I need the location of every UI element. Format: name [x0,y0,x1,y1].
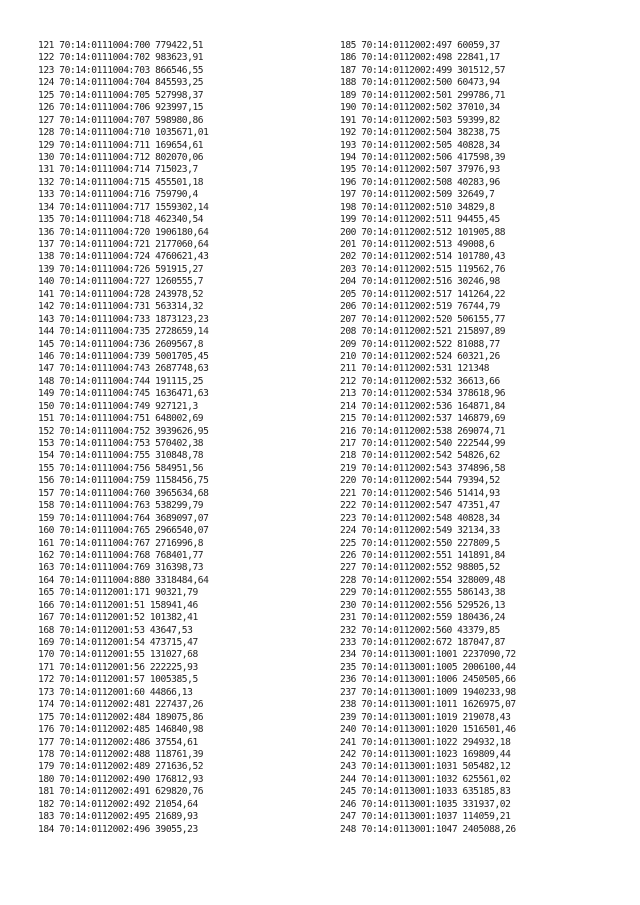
record-row: 208 70:14:0112002:521 215897,89 [340,326,506,338]
record-row: 167 70:14:0112001:52 101382,41 [38,612,198,624]
record-row: 240 70:14:0113001:1020 1516501,46 [340,724,516,736]
record-row: 213 70:14:0112002:534 378618,96 [340,388,506,400]
record-row: 140 70:14:0111004:727 1260555,7 [38,276,204,288]
record-row: 218 70:14:0112002:542 54826,62 [340,450,500,462]
record-row: 194 70:14:0112002:506 417598,39 [340,151,506,163]
record-row: 186 70:14:0112002:498 22841,17 [340,52,500,64]
record-row: 163 70:14:0111004:769 316398,73 [38,562,204,574]
record-row: 220 70:14:0112002:544 79394,52 [340,475,500,487]
record-row: 243 70:14:0113001:1031 505482,12 [340,761,511,773]
record-row: 225 70:14:0112002:550 227809,5 [340,537,500,549]
record-row: 166 70:14:0112001:51 158941,46 [38,599,198,611]
record-row: 153 70:14:0111004:753 570402,38 [38,438,204,449]
record-row: 245 70:14:0113001:1033 635185,83 [340,786,511,798]
record-row: 236 70:14:0113001:1006 2450505,66 [340,674,516,686]
record-row: 173 70:14:0112001:60 44866,13 [38,686,193,698]
record-row: 177 70:14:0112002:486 37554,61 [38,736,198,748]
record-row: 230 70:14:0112002:556 529526,13 [340,599,506,611]
record-row: 191 70:14:0112002:503 59399,82 [340,114,500,126]
record-row: 126 70:14:0111004:706 923997,15 [38,102,204,114]
record-row: 143 70:14:0111004:733 1873123,23 [38,313,209,325]
record-row: 235 70:14:0113001:1005 2006100,44 [340,661,516,673]
record-row: 227 70:14:0112002:552 98805,52 [340,562,500,574]
record-row: 192 70:14:0112002:504 38238,75 [340,127,500,139]
record-row: 133 70:14:0111004:716 759790,4 [38,189,198,201]
record-row: 152 70:14:0111004:752 3939626,95 [38,425,209,437]
record-row: 200 70:14:0112002:512 101905,88 [340,226,506,238]
left-column [38,40,338,836]
record-row: 170 70:14:0112001:55 131027,68 [38,649,198,661]
record-row: 149 70:14:0111004:745 1636471,63 [38,388,209,400]
record-row: 169 70:14:0112001:54 473715,47 [38,637,198,648]
record-row: 157 70:14:0111004:760 3965634,68 [38,487,209,499]
record-row: 174 70:14:0112002:481 227437,26 [38,699,204,711]
record-row: 154 70:14:0111004:755 310848,78 [38,450,204,462]
record-row: 129 70:14:0111004:711 169654,61 [38,139,204,151]
record-row: 161 70:14:0111004:767 2716996,8 [38,537,204,549]
record-row: 139 70:14:0111004:726 591915,27 [38,263,204,275]
record-row: 135 70:14:0111004:718 462340,54 [38,214,204,226]
record-row: 162 70:14:0111004:768 768401,77 [38,549,204,561]
record-row: 232 70:14:0112002:560 43379,85 [340,624,500,636]
record-row: 176 70:14:0112002:485 146840,98 [38,724,204,736]
record-row: 145 70:14:0111004:736 2609567,8 [38,338,204,350]
record-row: 190 70:14:0112002:502 37010,34 [340,102,500,114]
record-row: 202 70:14:0112002:514 101780,43 [340,251,506,263]
record-row: 207 70:14:0112002:520 506155,77 [340,313,506,325]
record-row: 137 70:14:0111004:721 2177060,64 [38,239,209,250]
record-row: 198 70:14:0112002:510 34829,8 [340,201,495,213]
record-row: 158 70:14:0111004:763 538299,79 [38,500,204,512]
record-row: 199 70:14:0112002:511 94455,45 [340,214,500,226]
record-row: 212 70:14:0112002:532 36613,66 [340,375,500,387]
record-row: 165 70:14:0112001:171 90321,79 [38,587,198,599]
record-row: 159 70:14:0111004:764 3689097,07 [38,512,209,524]
record-row: 123 70:14:0111004:703 866546,55 [38,64,204,76]
record-row: 147 70:14:0111004:743 2687748,63 [38,363,209,375]
record-row: 197 70:14:0112002:509 32649,7 [340,189,495,201]
record-row: 241 70:14:0113001:1022 294932,18 [340,736,511,748]
record-row: 219 70:14:0112002:543 374896,58 [340,462,506,474]
record-row: 144 70:14:0111004:735 2728659,14 [38,326,209,338]
record-row: 132 70:14:0111004:715 455501,18 [38,176,204,188]
record-row: 189 70:14:0112002:501 299786,71 [340,89,506,101]
record-row: 231 70:14:0112002:559 180436,24 [340,612,506,624]
record-row: 164 70:14:0111004:880 3318484,64 [38,574,209,586]
record-row: 179 70:14:0112002:489 271636,52 [38,761,204,773]
record-row: 121 70:14:0111004:700 779422,51 [38,40,204,51]
record-row: 138 70:14:0111004:724 4760621,43 [38,251,209,263]
record-row: 216 70:14:0112002:538 269074,71 [340,425,506,437]
record-row: 160 70:14:0111004:765 2966540,07 [38,525,209,537]
record-row: 233 70:14:0112002:672 187047,87 [340,637,506,648]
record-row: 124 70:14:0111004:704 845593,25 [38,77,204,89]
record-row: 146 70:14:0111004:739 5001705,45 [38,350,209,362]
record-row: 206 70:14:0112002:519 76744,79 [340,301,500,313]
record-row: 222 70:14:0112002:547 47351,47 [340,500,500,512]
record-row: 195 70:14:0112002:507 37976,93 [340,164,500,176]
record-row: 247 70:14:0113001:1037 114059,21 [340,811,511,823]
record-row: 238 70:14:0113001:1011 1626975,07 [340,699,516,711]
record-row: 185 70:14:0112002:497 60059,37 [340,40,500,51]
record-row: 148 70:14:0111004:744 191115,25 [38,375,204,387]
record-row: 193 70:14:0112002:505 40828,34 [340,139,500,151]
record-row: 131 70:14:0111004:714 715023,7 [38,164,198,176]
record-row: 215 70:14:0112002:537 146879,69 [340,413,506,425]
record-row: 223 70:14:0112002:548 40828,34 [340,512,500,524]
record-row: 178 70:14:0112002:488 118761,39 [38,748,204,760]
record-row: 244 70:14:0113001:1032 625561,02 [340,773,511,785]
record-row: 125 70:14:0111004:705 527998,37 [38,89,204,101]
record-row: 184 70:14:0112002:496 39055,23 [38,823,198,835]
record-row: 234 70:14:0113001:1001 2237090,72 [340,649,516,661]
record-row: 203 70:14:0112002:515 119562,76 [340,263,506,275]
record-row: 168 70:14:0112001:53 43647,53 [38,624,193,636]
record-row: 229 70:14:0112002:555 586143,38 [340,587,506,599]
record-row: 201 70:14:0112002:513 49008,6 [340,239,495,250]
record-row: 134 70:14:0111004:717 1559302,14 [38,201,209,213]
record-row: 228 70:14:0112002:554 328009,48 [340,574,506,586]
record-row: 182 70:14:0112002:492 21054,64 [38,798,198,810]
record-row: 181 70:14:0112002:491 629820,76 [38,786,204,798]
record-row: 224 70:14:0112002:549 32134,33 [340,525,500,537]
right-column [340,40,640,836]
record-row: 172 70:14:0112001:57 1005385,5 [38,674,198,686]
record-row: 130 70:14:0111004:712 802070,06 [38,151,204,163]
record-row: 175 70:14:0112002:484 189075,86 [38,711,204,723]
record-row: 180 70:14:0112002:490 176812,93 [38,773,204,785]
record-row: 183 70:14:0112002:495 21689,93 [38,811,198,823]
record-row: 214 70:14:0112002:536 164871,84 [340,400,506,412]
record-row: 209 70:14:0112002:522 81088,77 [340,338,500,350]
record-row: 142 70:14:0111004:731 563314,32 [38,301,204,313]
record-row: 246 70:14:0113001:1035 331937,02 [340,798,511,810]
record-row: 156 70:14:0111004:759 1158456,75 [38,475,209,487]
record-row: 205 70:14:0112002:517 141264,22 [340,288,506,300]
record-row: 217 70:14:0112002:540 222544,99 [340,438,506,449]
record-row: 210 70:14:0112002:524 60321,26 [340,350,500,362]
record-row: 127 70:14:0111004:707 598980,86 [38,114,204,126]
record-row: 122 70:14:0111004:702 983623,91 [38,52,204,64]
record-row: 242 70:14:0113001:1023 169809,44 [340,748,511,760]
record-row: 150 70:14:0111004:749 927121,3 [38,400,198,412]
record-row: 196 70:14:0112002:508 40283,96 [340,176,500,188]
record-row: 248 70:14:0113001:1047 2405088,26 [340,823,516,835]
record-row: 187 70:14:0112002:499 301512,57 [340,64,506,76]
record-row: 171 70:14:0112001:56 222225,93 [38,661,198,673]
record-row: 226 70:14:0112002:551 141891,84 [340,549,506,561]
record-row: 155 70:14:0111004:756 584951,56 [38,462,204,474]
record-row: 221 70:14:0112002:546 51414,93 [340,487,500,499]
record-row: 211 70:14:0112002:531 121348 [340,363,490,375]
record-row: 239 70:14:0113001:1019 219078,43 [340,711,511,723]
record-row: 237 70:14:0113001:1009 1940233,98 [340,686,516,698]
record-row: 136 70:14:0111004:720 1906180,64 [38,226,209,238]
record-row: 128 70:14:0111004:710 1035671,01 [38,127,209,139]
record-row: 141 70:14:0111004:728 243978,52 [38,288,204,300]
record-row: 188 70:14:0112002:500 60473,94 [340,77,500,89]
record-row: 204 70:14:0112002:516 30246,98 [340,276,500,288]
record-row: 151 70:14:0111004:751 648002,69 [38,413,204,425]
